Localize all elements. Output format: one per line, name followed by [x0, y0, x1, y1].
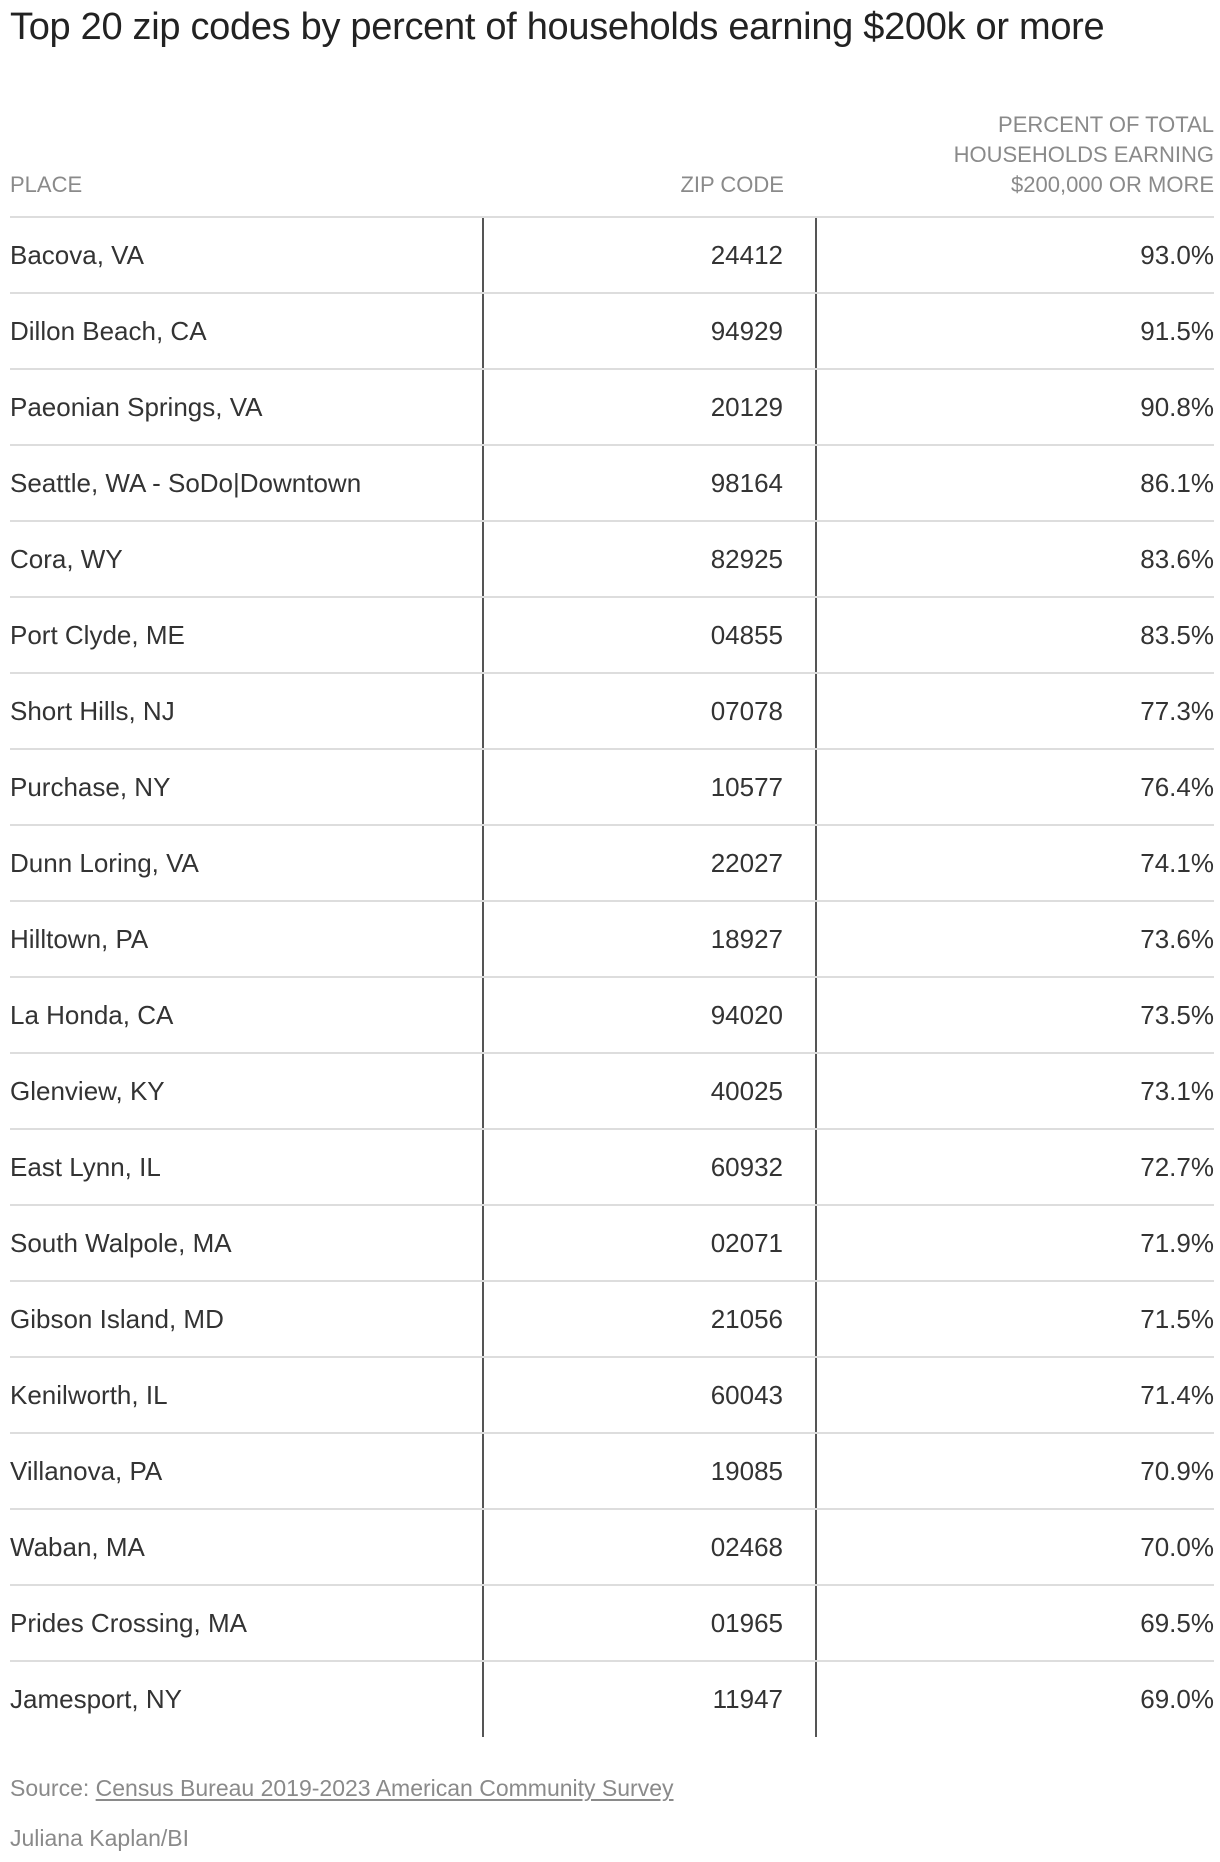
table-row	[10, 293, 1214, 369]
table-row	[10, 1509, 1214, 1585]
table-row	[10, 749, 1214, 825]
cell-place: Bacova, VA	[10, 217, 483, 293]
table-row	[10, 597, 1214, 673]
cell-zip-code: 01965	[483, 1585, 816, 1661]
cell-zip-code: 07078	[483, 673, 816, 749]
cell-percent: 90.8%	[816, 369, 1214, 445]
cell-place: Waban, MA	[10, 1509, 483, 1585]
cell-zip-code: 60043	[483, 1357, 816, 1433]
cell-place: Kenilworth, IL	[10, 1357, 483, 1433]
cell-place: Prides Crossing, MA	[10, 1585, 483, 1661]
cell-percent: 73.1%	[816, 1053, 1214, 1129]
column-header-percent-line-1: PERCENT OF TOTAL	[998, 112, 1214, 137]
cell-place: Gibson Island, MD	[10, 1281, 483, 1357]
cell-zip-code: 02071	[483, 1205, 816, 1281]
cell-percent: 93.0%	[816, 217, 1214, 293]
table-row	[10, 1357, 1214, 1433]
column-header-place-label: PLACE	[10, 172, 83, 197]
cell-zip-code: 22027	[483, 825, 816, 901]
table-row	[10, 1281, 1214, 1357]
cell-place: Port Clyde, ME	[10, 597, 483, 673]
cell-zip-code: 11947	[483, 1661, 816, 1737]
cell-percent: 86.1%	[816, 445, 1214, 521]
cell-zip-code: 24412	[483, 217, 816, 293]
cell-percent: 71.5%	[816, 1281, 1214, 1357]
table-row	[10, 1585, 1214, 1661]
column-header-percent-line-2: HOUSEHOLDS EARNING	[953, 142, 1214, 167]
column-header-percent-line-3: $200,000 OR MORE	[1011, 172, 1214, 197]
table-row	[10, 901, 1214, 977]
cell-zip-code: 21056	[483, 1281, 816, 1357]
cell-zip-code: 40025	[483, 1053, 816, 1129]
cell-zip-code: 04855	[483, 597, 816, 673]
table-row	[10, 673, 1214, 749]
cell-zip-code: 18927	[483, 901, 816, 977]
cell-percent: 71.4%	[816, 1357, 1214, 1433]
cell-zip-code: 02468	[483, 1509, 816, 1585]
cell-place: Purchase, NY	[10, 749, 483, 825]
cell-percent: 70.0%	[816, 1509, 1214, 1585]
source-label: Source:	[10, 1775, 96, 1801]
column-header-zip[interactable]	[483, 104, 816, 217]
column-header-percent[interactable]	[816, 104, 1214, 217]
cell-percent: 72.7%	[816, 1129, 1214, 1205]
cell-place: Short Hills, NJ	[10, 673, 483, 749]
cell-zip-code: 82925	[483, 521, 816, 597]
cell-zip-code: 94020	[483, 977, 816, 1053]
cell-percent: 77.3%	[816, 673, 1214, 749]
byline: Juliana Kaplan/BI	[10, 1825, 190, 1851]
table-body	[10, 217, 1214, 1737]
cell-percent: 69.5%	[816, 1585, 1214, 1661]
cell-percent: 70.9%	[816, 1433, 1214, 1509]
cell-place: Villanova, PA	[10, 1433, 483, 1509]
table-row	[10, 977, 1214, 1053]
table-row	[10, 521, 1214, 597]
table-row	[10, 1053, 1214, 1129]
zip-income-table	[10, 104, 1214, 1737]
cell-place: La Honda, CA	[10, 977, 483, 1053]
cell-percent: 73.6%	[816, 901, 1214, 977]
cell-percent: 73.5%	[816, 977, 1214, 1053]
table-row	[10, 1433, 1214, 1509]
cell-zip-code: 60932	[483, 1129, 816, 1205]
cell-place: Seattle, WA - SoDo|Downtown	[10, 445, 483, 521]
cell-zip-code: 20129	[483, 369, 816, 445]
cell-zip-code: 98164	[483, 445, 816, 521]
cell-zip-code: 94929	[483, 293, 816, 369]
cell-percent: 83.5%	[816, 597, 1214, 673]
table-header-row	[10, 104, 1214, 217]
table-row	[10, 369, 1214, 445]
table-row	[10, 1205, 1214, 1281]
chart-title: Top 20 zip codes by percent of households earning $200k or more	[10, 6, 1105, 48]
cell-place: Dunn Loring, VA	[10, 825, 483, 901]
cell-percent: 74.1%	[816, 825, 1214, 901]
cell-percent: 69.0%	[816, 1661, 1214, 1737]
cell-place: East Lynn, IL	[10, 1129, 483, 1205]
cell-percent: 71.9%	[816, 1205, 1214, 1281]
cell-zip-code: 19085	[483, 1433, 816, 1509]
table-row	[10, 1661, 1214, 1737]
table-row	[10, 217, 1214, 293]
table-row	[10, 445, 1214, 521]
column-header-zip-label: ZIP CODE	[680, 172, 784, 197]
cell-percent: 76.4%	[816, 749, 1214, 825]
source-link[interactable]: Census Bureau 2019-2023 American Community Survey	[95, 1775, 674, 1801]
table-row	[10, 825, 1214, 901]
cell-place: Paeonian Springs, VA	[10, 369, 483, 445]
cell-zip-code: 10577	[483, 749, 816, 825]
cell-place: Glenview, KY	[10, 1053, 483, 1129]
source-note	[10, 1775, 674, 1802]
table-row	[10, 1129, 1214, 1205]
column-header-place[interactable]	[10, 104, 483, 217]
cell-percent: 83.6%	[816, 521, 1214, 597]
cell-place: Cora, WY	[10, 521, 483, 597]
cell-place: South Walpole, MA	[10, 1205, 483, 1281]
cell-place: Hilltown, PA	[10, 901, 483, 977]
cell-place: Dillon Beach, CA	[10, 293, 483, 369]
cell-place: Jamesport, NY	[10, 1684, 182, 1714]
cell-percent: 91.5%	[816, 293, 1214, 369]
